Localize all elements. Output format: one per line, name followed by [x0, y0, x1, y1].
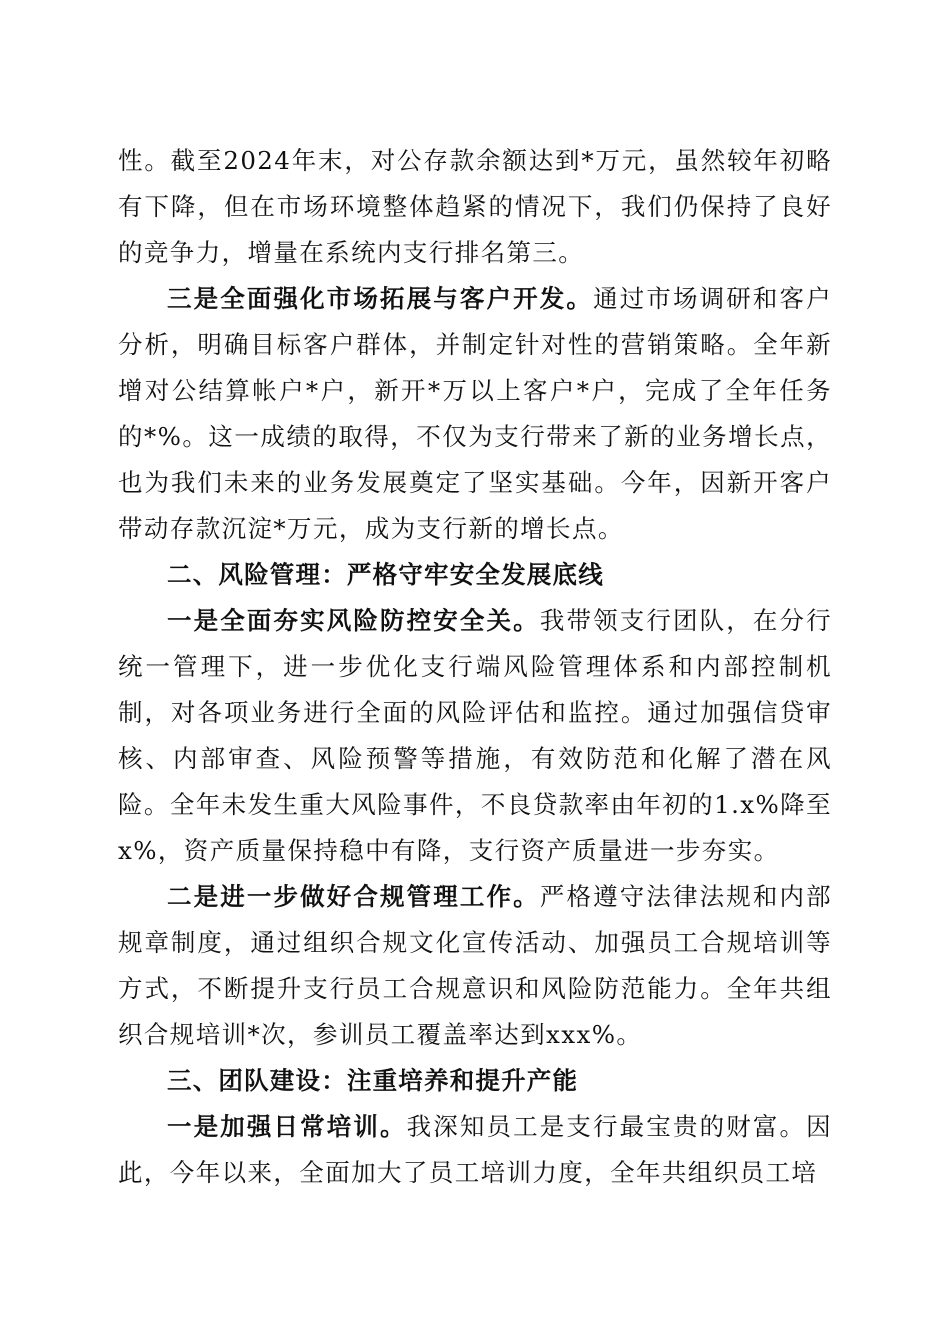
paragraph-training	[118, 1104, 832, 1196]
paragraph-lead: 二是进一步做好合规管理工作。	[167, 882, 540, 911]
paragraph-lead: 一是加强日常培训。	[167, 1112, 407, 1141]
paragraph-text: 通过市场调研和客户分析，明确目标客户群体，并制定针对性的营销策略。全年新增对公结算帐户*户，新开*万以上客户*户，完成了全年任务的*%。这一成绩的取得，不仅为支行带来了新的业务增长点，也为我们未来的业务发展奠定了坚实基础。今年，因新开客户带动存款沉淀*万元，成为支行新的增长点。	[118, 284, 832, 543]
document-body	[118, 138, 832, 1196]
paragraph-deposit-summary: 性。截至2024年末，对公存款余额达到*万元，虽然较年初略有下降，但在市场环境整体趋紧的情况下，我们仍保持了良好的竞争力，增量在系统内支行排名第三。	[118, 146, 832, 267]
paragraph-market-expansion	[118, 276, 832, 552]
paragraph-lead: 三是全面强化市场拓展与客户开发。	[167, 284, 594, 313]
section-heading-risk-management: 二、风险管理：严格守牢安全发展底线	[167, 560, 604, 589]
paragraph-lead: 一是全面夯实风险防控安全关。	[167, 606, 540, 635]
paragraph-risk-control	[118, 598, 832, 874]
paragraph-text: 我带领支行团队，在分行统一管理下，进一步优化支行端风险管理体系和内部控制机制，对各项业务进行全面的风险评估和监控。通过加强信贷审核、内部审查、风险预警等措施，有效防范和化解了潜在风险。全年未发生重大风险事件，不良贷款率由年初的1.x%降至x%，资产质量保持稳中有降，支行资产质量进一步夯实。	[118, 606, 832, 865]
paragraph-compliance	[118, 874, 832, 1058]
section-heading-team-building: 三、团队建设：注重培养和提升产能	[167, 1066, 579, 1095]
paragraph-text: 严格遵守法律法规和内部规章制度，通过组织合规文化宣传活动、加强员工合规培训等方式，不断提升支行员工合规意识和风险防范能力。全年共组织合规培训*次，参训员工覆盖率达到xxx%。	[118, 882, 832, 1049]
paragraph-text: 我深知员工是支行最宝贵的财富。因此，今年以来，全面加大了员工培训力度，全年共组织员工培	[118, 1112, 832, 1187]
